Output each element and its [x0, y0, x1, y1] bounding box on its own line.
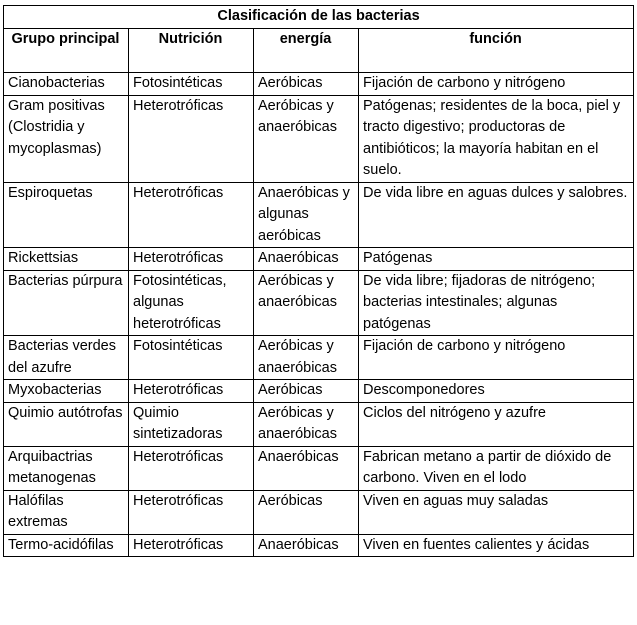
cell-energia: Anaeróbicas [254, 248, 359, 271]
header-nutricion: Nutrición [129, 29, 254, 73]
cell-nutricion: Fotosintéticas [129, 73, 254, 96]
cell-funcion: Viven en aguas muy saladas [359, 490, 634, 534]
cell-energia: Aeróbicas y anaeróbicas [254, 95, 359, 182]
cell-nutricion: Heterotróficas [129, 534, 254, 557]
cell-grupo: Bacterias púrpura [4, 270, 129, 336]
cell-grupo: Quimio autótrofas [4, 402, 129, 446]
cell-grupo: Arquibactrias metanogenas [4, 446, 129, 490]
cell-funcion: Viven en fuentes calientes y ácidas [359, 534, 634, 557]
table-row [4, 402, 634, 446]
table-row [4, 534, 634, 557]
cell-funcion: Fijación de carbono y nitrógeno [359, 336, 634, 380]
table-row [4, 446, 634, 490]
cell-energia: Aeróbicas [254, 380, 359, 403]
cell-grupo: Cianobacterias [4, 73, 129, 96]
cell-energia: Aeróbicas y anaeróbicas [254, 270, 359, 336]
cell-grupo: Gram positivas (Clostridia y mycoplasmas) [4, 95, 129, 182]
cell-funcion: Fabrican metano a partir de dióxido de carbono. Viven en el lodo [359, 446, 634, 490]
cell-funcion: Patógenas [359, 248, 634, 271]
cell-grupo: Bacterias verdes del azufre [4, 336, 129, 380]
header-energia: energía [254, 29, 359, 73]
cell-grupo: Espiroquetas [4, 182, 129, 248]
cell-energia: Anaeróbicas y algunas aeróbicas [254, 182, 359, 248]
cell-funcion: Fijación de carbono y nitrógeno [359, 73, 634, 96]
cell-nutricion: Heterotróficas [129, 248, 254, 271]
bacteria-classification-table [3, 5, 634, 557]
table-row [4, 380, 634, 403]
cell-funcion: Descomponedores [359, 380, 634, 403]
cell-energia: Anaeróbicas [254, 534, 359, 557]
cell-nutricion: Heterotróficas [129, 95, 254, 182]
cell-grupo: Rickettsias [4, 248, 129, 271]
cell-energia: Aeróbicas y anaeróbicas [254, 402, 359, 446]
table-row [4, 95, 634, 182]
cell-nutricion: Heterotróficas [129, 182, 254, 248]
table-row [4, 73, 634, 96]
table-row [4, 490, 634, 534]
header-funcion: función [359, 29, 634, 73]
table-row [4, 270, 634, 336]
header-row [4, 29, 634, 73]
cell-nutricion: Quimio sintetizadoras [129, 402, 254, 446]
cell-funcion: Patógenas; residentes de la boca, piel y tracto digestivo; productoras de antibióticos; la mayoría habitan en el suelo. [359, 95, 634, 182]
cell-grupo: Halófilas extremas [4, 490, 129, 534]
cell-energia: Aeróbicas y anaeróbicas [254, 336, 359, 380]
header-grupo-principal: Grupo principal [4, 29, 129, 73]
cell-nutricion: Heterotróficas [129, 380, 254, 403]
cell-nutricion: Heterotróficas [129, 490, 254, 534]
cell-grupo: Termo-acidófilas [4, 534, 129, 557]
table-row [4, 336, 634, 380]
cell-energia: Aeróbicas [254, 490, 359, 534]
cell-funcion: De vida libre en aguas dulces y salobres. [359, 182, 634, 248]
cell-energia: Aeróbicas [254, 73, 359, 96]
table-row [4, 248, 634, 271]
cell-grupo: Myxobacterias [4, 380, 129, 403]
table-title: Clasificación de las bacterias [4, 6, 634, 29]
cell-nutricion: Fotosintéticas [129, 336, 254, 380]
cell-nutricion: Heterotróficas [129, 446, 254, 490]
cell-energia: Anaeróbicas [254, 446, 359, 490]
cell-funcion: De vida libre; fijadoras de nitrógeno; bacterias intestinales; algunas patógenas [359, 270, 634, 336]
table-row [4, 182, 634, 248]
cell-nutricion: Fotosintéticas, algunas heterotróficas [129, 270, 254, 336]
cell-funcion: Ciclos del nitrógeno y azufre [359, 402, 634, 446]
